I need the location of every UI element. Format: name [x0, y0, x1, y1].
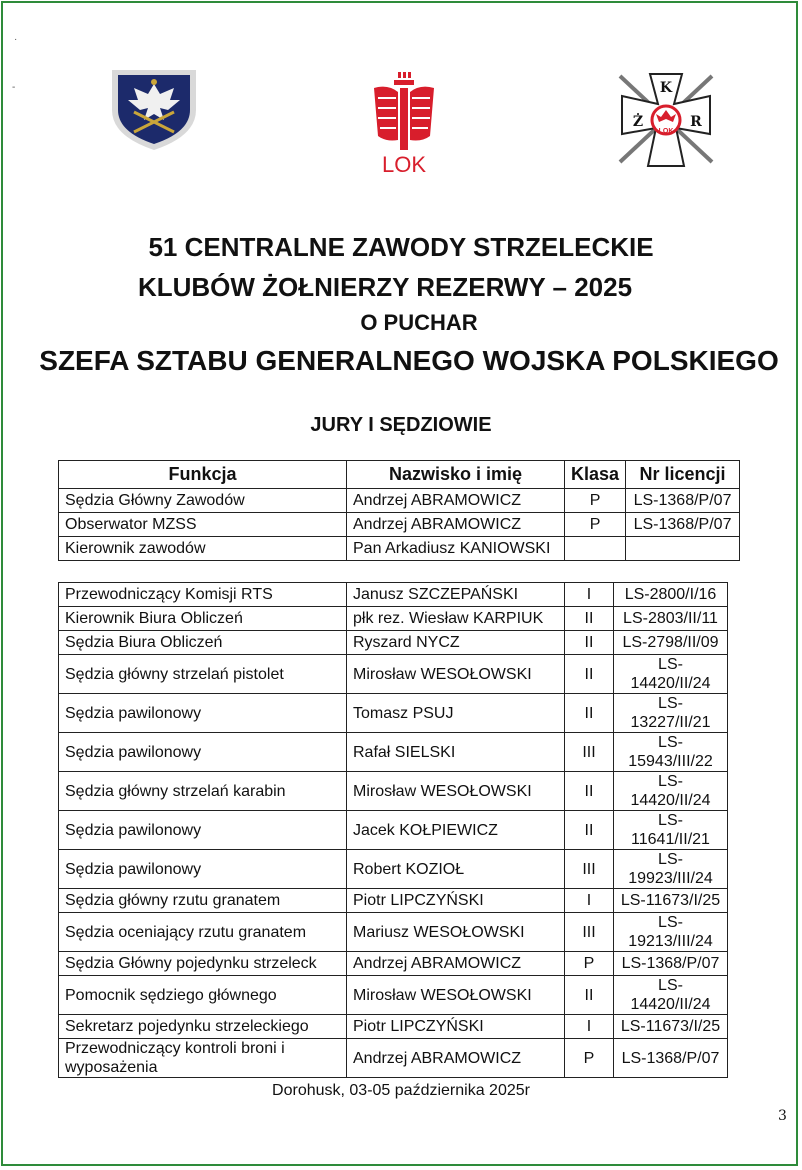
jury-table-top: [58, 460, 740, 561]
cell-nazwisko: płk rez. Wiesław KARPIUK: [347, 607, 565, 631]
table-header-row: [59, 461, 740, 489]
cell-klasa: P: [565, 513, 626, 537]
table-row: [59, 952, 728, 976]
cell-funkcja: Kierownik Biura Obliczeń: [59, 607, 347, 631]
cell-klasa: I: [565, 583, 614, 607]
cell-klasa: II: [565, 607, 614, 631]
cell-nazwisko: Piotr LIPCZYŃSKI: [347, 889, 565, 913]
kzr-letter-k: K: [659, 80, 673, 96]
cell-klasa: P: [565, 1039, 614, 1078]
cell-funkcja: Sędzia Główny pojedynku strzeleck: [59, 952, 347, 976]
cell-funkcja: Sędzia główny strzelań karabin: [59, 772, 347, 811]
cell-nazwisko: Robert KOZIOŁ: [347, 850, 565, 889]
cell-klasa: I: [565, 1015, 614, 1039]
kzr-letter-z: Ż: [632, 114, 644, 130]
cell-funkcja: Sędzia główny strzelań pistolet: [59, 655, 347, 694]
table-row: [59, 976, 728, 1015]
cell-klasa: III: [565, 913, 614, 952]
cell-klasa: II: [565, 811, 614, 850]
cell-funkcja: Sekretarz pojedynku strzeleckiego: [59, 1015, 347, 1039]
cell-licencja: LS-11673/I/25: [614, 1015, 728, 1039]
cell-klasa: III: [565, 850, 614, 889]
jury-table-bottom: [58, 582, 728, 1078]
cell-klasa: II: [565, 694, 614, 733]
header-nazwisko: Nazwisko i imię: [347, 461, 565, 489]
cell-klasa: II: [565, 631, 614, 655]
page-number: 3: [778, 1108, 787, 1124]
cell-licencja: LS-1368/P/07: [614, 1039, 728, 1078]
table-row: [59, 513, 740, 537]
cell-klasa: P: [565, 952, 614, 976]
cell-licencja: LS-15943/III/22: [614, 733, 728, 772]
kzr-cross-icon: [614, 70, 718, 170]
table-row: [59, 733, 728, 772]
cell-nazwisko: Ryszard NYCZ: [347, 631, 565, 655]
table-row: [59, 583, 728, 607]
cell-funkcja: Sędzia Biura Obliczeń: [59, 631, 347, 655]
table-row: [59, 811, 728, 850]
cell-licencja: LS-1368/P/07: [614, 952, 728, 976]
cell-klasa: III: [565, 733, 614, 772]
table-row: [59, 1015, 728, 1039]
cell-nazwisko: Andrzej ABRAMOWICZ: [347, 1039, 565, 1078]
cell-nazwisko: Janusz SZCZEPAŃSKI: [347, 583, 565, 607]
cell-nazwisko: Mirosław WESOŁOWSKI: [347, 976, 565, 1015]
cell-nazwisko: Pan Arkadiusz KANIOWSKI: [347, 537, 565, 561]
footer-place-date: Dorohusk, 03-05 października 2025r: [272, 1082, 530, 1099]
cell-nazwisko: Tomasz PSUJ: [347, 694, 565, 733]
cell-nazwisko: Mirosław WESOŁOWSKI: [347, 772, 565, 811]
cell-licencja: LS-19213/III/24: [614, 913, 728, 952]
cell-licencja: LS-14420/II/24: [614, 976, 728, 1015]
cell-licencja: LS-13227/II/21: [614, 694, 728, 733]
cell-funkcja: Pomocnik sędziego głównego: [59, 976, 347, 1015]
cell-licencja: [626, 537, 740, 561]
lok-eagle-icon: [368, 70, 440, 180]
table-row: [59, 850, 728, 889]
header-klasa: Klasa: [565, 461, 626, 489]
kzr-letter-r: R: [690, 114, 702, 130]
cell-funkcja: Przewodniczący Komisji RTS: [59, 583, 347, 607]
cell-licencja: LS-19923/III/24: [614, 850, 728, 889]
scan-speck: -: [12, 82, 16, 93]
table-row: [59, 607, 728, 631]
table-row: [59, 489, 740, 513]
cell-klasa: I: [565, 889, 614, 913]
cell-funkcja: Sędzia oceniający rzutu granatem: [59, 913, 347, 952]
table-row: [59, 537, 740, 561]
cell-funkcja: Sędzia główny rzutu granatem: [59, 889, 347, 913]
cell-licencja: LS-2798/II/09: [614, 631, 728, 655]
cell-licencja: LS-11641/II/21: [614, 811, 728, 850]
scan-speck: ·: [14, 34, 18, 45]
cell-funkcja: Sędzia Główny Zawodów: [59, 489, 347, 513]
cell-nazwisko: Andrzej ABRAMOWICZ: [347, 952, 565, 976]
kzr-lok-text: LOK: [658, 128, 674, 135]
cell-nazwisko: Piotr LIPCZYŃSKI: [347, 1015, 565, 1039]
cell-licencja: LS-2800/I/16: [614, 583, 728, 607]
header-funkcja: Funkcja: [59, 461, 347, 489]
header-licencja: Nr licencji: [626, 461, 740, 489]
cell-funkcja: Sędzia pawilonowy: [59, 850, 347, 889]
table-row: [59, 1039, 728, 1078]
title-line-4: SZEFA SZTABU GENERALNEGO WOJSKA POLSKIEGO: [39, 345, 779, 376]
table-row: [59, 631, 728, 655]
title-line-3: O PUCHAR: [360, 310, 478, 335]
cell-funkcja: Sędzia pawilonowy: [59, 694, 347, 733]
cell-nazwisko: Andrzej ABRAMOWICZ: [347, 489, 565, 513]
cell-nazwisko: Mirosław WESOŁOWSKI: [347, 655, 565, 694]
table-row: [59, 913, 728, 952]
cell-licencja: LS-14420/II/24: [614, 655, 728, 694]
cell-klasa: II: [565, 976, 614, 1015]
table-row: [59, 694, 728, 733]
cell-licencja: LS-2803/II/11: [614, 607, 728, 631]
cell-nazwisko: Andrzej ABRAMOWICZ: [347, 513, 565, 537]
title-line-1: 51 CENTRALNE ZAWODY STRZELECKIE: [148, 232, 654, 262]
cell-nazwisko: Rafał SIELSKI: [347, 733, 565, 772]
cell-funkcja: Sędzia pawilonowy: [59, 733, 347, 772]
cell-licencja: LS-1368/P/07: [626, 489, 740, 513]
table-row: [59, 772, 728, 811]
cell-nazwisko: Jacek KOŁPIEWICZ: [347, 811, 565, 850]
cell-klasa: II: [565, 772, 614, 811]
cell-klasa: P: [565, 489, 626, 513]
cell-funkcja: Przewodniczący kontroli broni i wyposażenia: [59, 1039, 347, 1078]
cell-klasa: II: [565, 655, 614, 694]
cell-licencja: LS-11673/I/25: [614, 889, 728, 913]
lok-logo-text: LOK: [381, 152, 427, 177]
cell-licencja: LS-14420/II/24: [614, 772, 728, 811]
table-row: [59, 889, 728, 913]
cell-funkcja: Sędzia pawilonowy: [59, 811, 347, 850]
title-line-2: KLUBÓW ŻOŁNIERZY REZERWY – 2025: [137, 272, 633, 302]
cell-funkcja: Kierownik zawodów: [59, 537, 347, 561]
table-row: [59, 655, 728, 694]
cell-klasa: [565, 537, 626, 561]
cell-funkcja: Obserwator MZSS: [59, 513, 347, 537]
eagle-shield-icon: [104, 64, 204, 152]
cell-nazwisko: Mariusz WESOŁOWSKI: [347, 913, 565, 952]
section-title: JURY I SĘDZIOWIE: [310, 414, 492, 436]
cell-licencja: LS-1368/P/07: [626, 513, 740, 537]
